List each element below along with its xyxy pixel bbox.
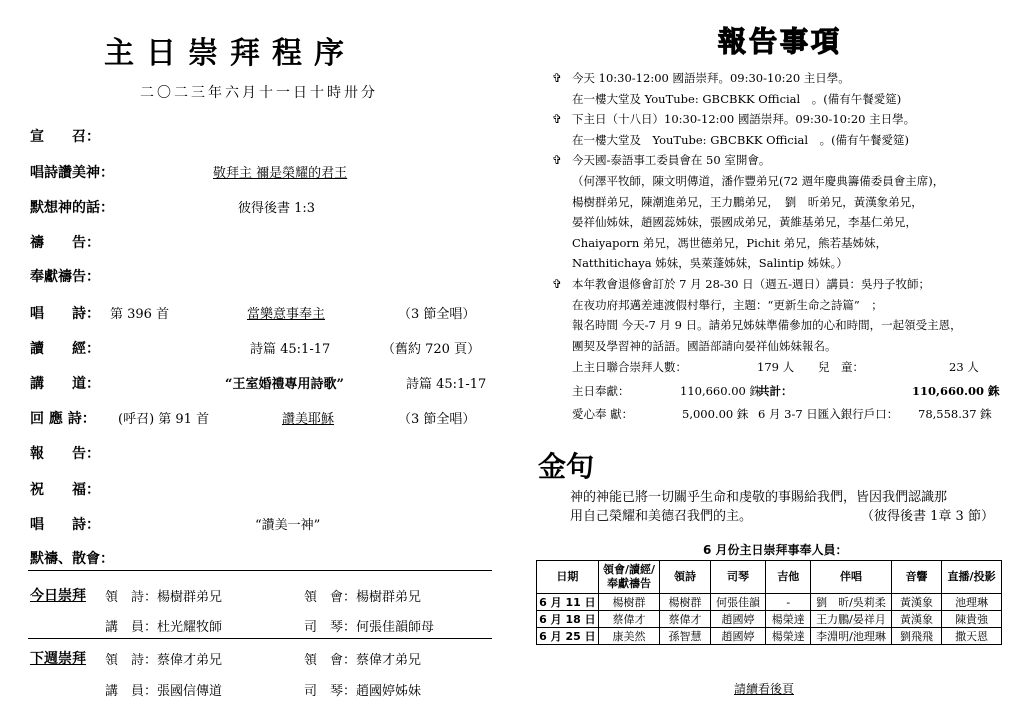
- total-value: 110,660.00 銖: [912, 384, 1000, 398]
- roster-cell: 6 月 25 日: [537, 628, 599, 645]
- love-value: 5,000.00 銖: [682, 407, 749, 421]
- announcement-text: 今天國-泰語事工委員會在 50 室開會。: [572, 153, 771, 168]
- item-label: 祝 福：: [30, 482, 100, 498]
- love-label: 愛心奉 獻：: [572, 407, 634, 421]
- motto-line2: 用自己榮耀和美德召我們的主。: [570, 509, 753, 524]
- next-pianist: 司 琴：趙國婷姊妹: [304, 684, 422, 699]
- program-title: 主日崇拜程序: [104, 36, 356, 71]
- announcement-text: 今天 10:30-12:00 國語崇拜。09:30-10:20 主日學。: [572, 71, 850, 85]
- roster-cell: 6 月 11 日: [537, 594, 599, 611]
- roster-cell: 6 月 18 日: [537, 611, 599, 628]
- announcement-line: [552, 109, 1012, 130]
- next-heading: 下週崇拜: [30, 651, 86, 667]
- announcements-list: [552, 68, 1012, 356]
- roster-cell: 蔡偉才: [598, 611, 660, 628]
- today-speaker: 講 員：杜光耀牧師: [105, 620, 223, 635]
- offering-value: 110,660.00 銖: [680, 384, 761, 398]
- roster-cell: 楊榮達: [766, 628, 811, 645]
- item-label: 禱 告：: [30, 235, 100, 251]
- announcement-line: [552, 171, 1012, 192]
- today-heading: 今日崇拜: [30, 588, 86, 604]
- continue-link[interactable]: 請續看後頁: [734, 682, 795, 696]
- roster-cell: 黃漢象: [891, 611, 941, 628]
- roster-cell: 王力鵬/晏祥月: [811, 611, 892, 628]
- roster-cell: 李淵明/池理琳: [811, 628, 892, 645]
- item-label: 唱 詩：: [30, 306, 100, 322]
- total-label: 共計：: [758, 384, 793, 398]
- cross-bullet-icon: ✞: [552, 112, 563, 127]
- roster-header-cell: 司琴: [710, 561, 766, 594]
- today-pianist: 司 琴：何張佳韻師母: [304, 620, 435, 635]
- roster-header-cell: 直播/投影: [942, 561, 1002, 594]
- item-content: “王室婚禮專用詩歌”: [225, 377, 344, 392]
- roster-cell: 趙國婷: [710, 611, 766, 628]
- roster-header-cell: 領會/讀經/奉獻禱告: [598, 561, 660, 594]
- announcement-line: [552, 274, 1012, 295]
- roster-cell: 蔡偉才: [660, 611, 710, 628]
- announcement-line: [552, 315, 1012, 336]
- item-content: 敬拜主 禰是榮耀的君王: [213, 166, 348, 181]
- item-label: 默想神的話：: [30, 200, 114, 216]
- roster-cell: -: [766, 594, 811, 611]
- roster-cell: 陳貴強: [942, 611, 1002, 628]
- roster-cell: 何張佳韻: [710, 594, 766, 611]
- announcement-text: 在一樓大堂及 YouTube: GBCBKK Official 。(備有午餐愛筵): [572, 132, 910, 147]
- announcement-line: [552, 212, 1012, 233]
- item-note: （3 節全唱）: [398, 412, 476, 427]
- roster-cell: 孫智慧: [660, 628, 710, 645]
- announcement-line: [552, 150, 1012, 171]
- item-label: 唱 詩：: [30, 517, 100, 533]
- roster-header-cell: 伴唱: [811, 561, 892, 594]
- announcement-line: [552, 192, 1012, 213]
- table-row: [537, 628, 1002, 645]
- announcement-text: 楊樹群弟兄，陳潮進弟兄，王力鵬弟兄， 劉 昕弟兄，黃漢象弟兄，: [572, 194, 923, 209]
- next-speaker: 講 員：張國信傳道: [105, 684, 223, 699]
- announcement-text: （何澤平牧師，陳文明傳道，潘作豐弟兄(72 週年慶典籌備委員會主席)，: [572, 173, 945, 188]
- item-label: 宣 召：: [30, 129, 100, 145]
- roster-cell: 楊榮達: [766, 611, 811, 628]
- children-label: 兒 童：: [818, 360, 864, 374]
- cross-bullet-icon: ✞: [552, 71, 563, 85]
- table-row: [537, 594, 1002, 611]
- roster-cell: 趙國婷: [710, 628, 766, 645]
- roster-cell: 劉飛飛: [891, 628, 941, 645]
- item-label: 報 告：: [30, 446, 100, 462]
- next-host: 領 會：蔡偉才弟兄: [304, 653, 422, 668]
- motto-title: 金句: [538, 450, 595, 483]
- children-value: 23 人: [949, 360, 979, 374]
- announcement-text: 晏祥仙姊妹，趙國蕊姊妹，張國成弟兄，黃維基弟兄，李基仁弟兄，: [572, 215, 917, 230]
- roster-header-cell: 日期: [537, 561, 599, 594]
- item-content: “讚美一神”: [255, 518, 321, 533]
- divider: [28, 570, 492, 571]
- roster-header-cell: 領詩: [660, 561, 710, 594]
- item-content: 讚美耶穌: [282, 412, 335, 427]
- announcement-line: [552, 89, 1012, 110]
- announcement-text: 在夜功府邦邁差連渡假村舉行，主題：“更新生命之詩篇” ；: [572, 297, 883, 312]
- cross-bullet-icon: ✞: [552, 276, 563, 291]
- announcement-line: [552, 295, 1012, 316]
- roster-cell: 楊樹群: [598, 594, 660, 611]
- announcement-text: Chaiyaporn 弟兄，馮世德弟兄，Pichit 弟兄，熊若基姊妹，: [572, 235, 888, 250]
- motto-ref: （彼得後書 1章 3 節）: [861, 509, 994, 524]
- item-label: 唱詩讚美神：: [30, 165, 114, 181]
- announcement-text: 團契及學習神的話語。國語部請向晏祥仙姊妹報名。: [572, 338, 837, 353]
- roster-cell: 池理琳: [942, 594, 1002, 611]
- attendance-value: 179 人: [757, 360, 795, 374]
- roster-cell: 楊樹群: [660, 594, 710, 611]
- motto-line1: 神的神能已將一切關乎生命和虔敬的事賜給我們，皆因我們認識那: [570, 490, 948, 505]
- divider: [28, 638, 492, 639]
- roster-cell: 康美然: [598, 628, 660, 645]
- announcement-line: [552, 336, 1012, 357]
- roster-title: 6 月份主日崇拜事奉人員：: [703, 543, 848, 557]
- roster-cell: 黃漢象: [891, 594, 941, 611]
- item-note: 詩篇 45:1-17: [406, 377, 487, 392]
- announcement-line: [552, 253, 1012, 274]
- item-label: 默禱、散會：: [30, 551, 114, 567]
- roster-cell: 撒天恩: [942, 628, 1002, 645]
- roster-table: [536, 560, 1002, 645]
- bank-value: 78,558.37 銖: [918, 407, 992, 421]
- item-content: 當樂意事奉主: [247, 307, 326, 322]
- offering-label: 主日奉獻：: [572, 384, 630, 398]
- announcement-line: [552, 233, 1012, 254]
- announcement-text: 下主日（十八日）10:30-12:00 國語崇拜。09:30-10:20 主日學。: [572, 112, 916, 127]
- item-prefix: 第 396 首: [110, 307, 170, 322]
- item-label: 奉獻禱告：: [30, 269, 100, 285]
- announcement-line: [552, 130, 1012, 151]
- roster-header-row: [537, 561, 1002, 594]
- roster-header-cell: 音響: [891, 561, 941, 594]
- roster-cell: 劉 昕/吳莉柔: [811, 594, 892, 611]
- announcement-text: Natthitichaya 姊妹，吳萊蓬姊妹，Salintip 姊妹。）: [572, 256, 848, 271]
- program-date: 二〇二三年六月十一日十時卅分: [140, 85, 378, 101]
- roster-header-cell: 吉他: [766, 561, 811, 594]
- announcement-text: 本年教會退修會訂於 7 月 28-30 日（週五-週日）講員：吳丹子牧師；: [572, 276, 930, 291]
- today-leader: 領 詩：楊樹群弟兄: [105, 590, 223, 605]
- attendance-label: 上主日聯合崇拜人數：: [572, 360, 687, 374]
- item-label: 回 應 詩：: [30, 411, 96, 427]
- item-note: （舊約 720 頁）: [382, 342, 481, 357]
- announcement-text: 報名時間 今天-7 月 9 日。請弟兄姊妹準備參加的心和時間，一起領受主恩，: [572, 318, 962, 333]
- announcements-title: 報告事項: [718, 25, 843, 58]
- item-prefix: (呼召) 第 91 首: [118, 412, 210, 427]
- cross-bullet-icon: ✞: [552, 153, 563, 168]
- item-content: 詩篇 45:1-17: [250, 342, 331, 357]
- bank-label: 6 月 3-7 日匯入銀行戶口：: [758, 407, 899, 421]
- announcement-text: 在一樓大堂及 YouTube: GBCBKK Official 。(備有午餐愛筵): [572, 91, 902, 106]
- item-label: 講 道：: [30, 376, 100, 392]
- item-content: 彼得後書 1:3: [238, 201, 316, 216]
- item-label: 讀 經：: [30, 341, 100, 357]
- item-note: （3 節全唱）: [398, 307, 476, 322]
- announcement-line: [552, 68, 1012, 89]
- today-host: 領 會：楊樹群弟兄: [304, 590, 422, 605]
- next-leader: 領 詩：蔡偉才弟兄: [105, 653, 223, 668]
- table-row: [537, 611, 1002, 628]
